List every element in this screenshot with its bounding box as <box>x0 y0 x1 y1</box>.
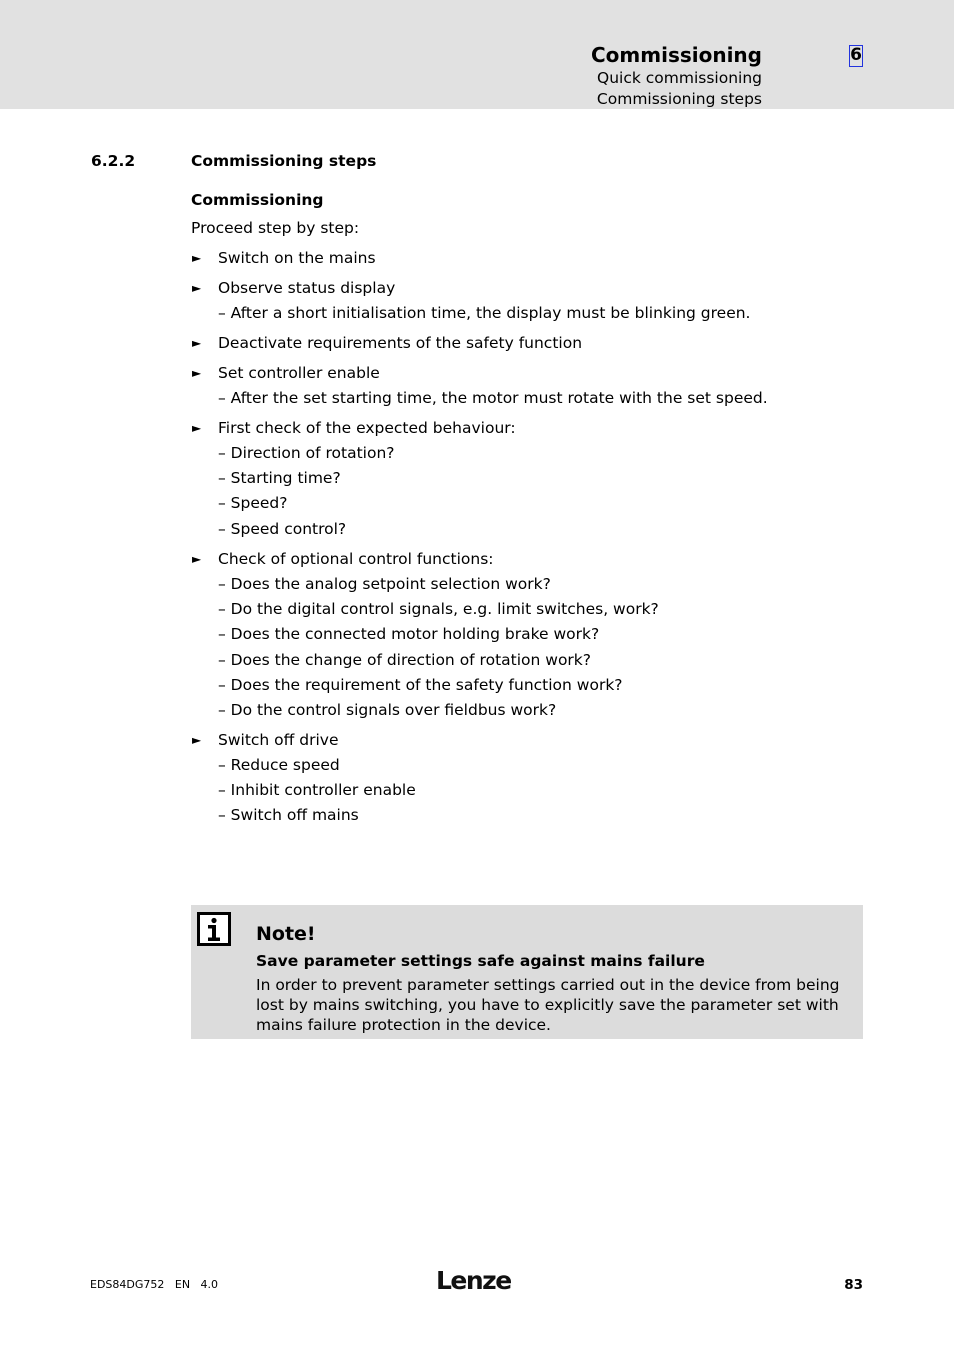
page-number: 83 <box>844 1277 863 1293</box>
section-title: Commissioning steps <box>191 152 377 170</box>
step-detail: – After a short initialisation time, the display must be blinking green. <box>218 304 751 322</box>
section-breadcrumb-2: Commissioning steps <box>596 90 762 108</box>
step-bullet-icon: ► <box>192 552 202 566</box>
step-item: First check of the expected behaviour: <box>218 419 516 437</box>
chapter-title: Commissioning <box>590 43 762 67</box>
step-detail: – Does the connected motor holding brake work? <box>218 625 600 643</box>
chapter-number-link[interactable]: 6 <box>850 45 862 65</box>
step-detail: – After the set starting time, the motor must rotate with the set speed. <box>218 389 768 407</box>
step-detail: – Speed? <box>218 494 288 512</box>
note-body: In order to prevent parameter settings carried out in the device from being lost by mains switching, you have to explicitly save the parameter set with mains failure protection in the device. <box>256 976 840 1034</box>
step-bullet-icon: ► <box>192 733 202 747</box>
info-icon <box>197 912 231 946</box>
step-detail: – Inhibit controller enable <box>218 781 416 799</box>
step-detail: – Switch off mains <box>218 806 359 824</box>
step-detail: – Direction of rotation? <box>218 444 395 462</box>
note-box <box>191 905 863 1039</box>
step-bullet-icon: ► <box>192 251 202 265</box>
step-bullet-icon: ► <box>192 336 202 350</box>
step-detail: – Does the change of direction of rotation work? <box>218 651 591 669</box>
section-number: 6.2.2 <box>91 152 136 170</box>
step-detail: – Do the control signals over fieldbus work? <box>218 701 557 719</box>
note-title: Note! <box>256 923 316 945</box>
step-detail: – Starting time? <box>218 469 341 487</box>
step-item: Switch off drive <box>218 731 339 749</box>
intro-text: Proceed step by step: <box>191 219 360 237</box>
step-item: Check of optional control functions: <box>218 550 494 568</box>
step-detail: – Does the analog setpoint selection work? <box>218 575 551 593</box>
step-bullet-icon: ► <box>192 421 202 435</box>
step-detail: – Speed control? <box>218 520 347 538</box>
lenze-logo: Lenze <box>436 1266 511 1295</box>
step-item: Set controller enable <box>218 364 380 382</box>
note-subtitle: Save parameter settings safe against mains failure <box>256 952 705 970</box>
section-breadcrumb-1: Quick commissioning <box>597 69 762 87</box>
step-item: Observe status display <box>218 279 396 297</box>
step-detail: – Reduce speed <box>218 756 340 774</box>
step-detail: – Does the requirement of the safety function work? <box>218 676 623 694</box>
footer-doc-id: EDS84DG752 EN 4.0 <box>90 1278 219 1291</box>
step-bullet-icon: ► <box>192 366 202 380</box>
step-bullet-icon: ► <box>192 281 202 295</box>
step-item: Switch on the mains <box>218 249 376 267</box>
header-band <box>0 0 954 109</box>
step-item: Deactivate requirements of the safety function <box>218 334 583 352</box>
step-detail: – Do the digital control signals, e.g. limit switches, work? <box>218 600 659 618</box>
sub-heading: Commissioning <box>191 191 324 209</box>
